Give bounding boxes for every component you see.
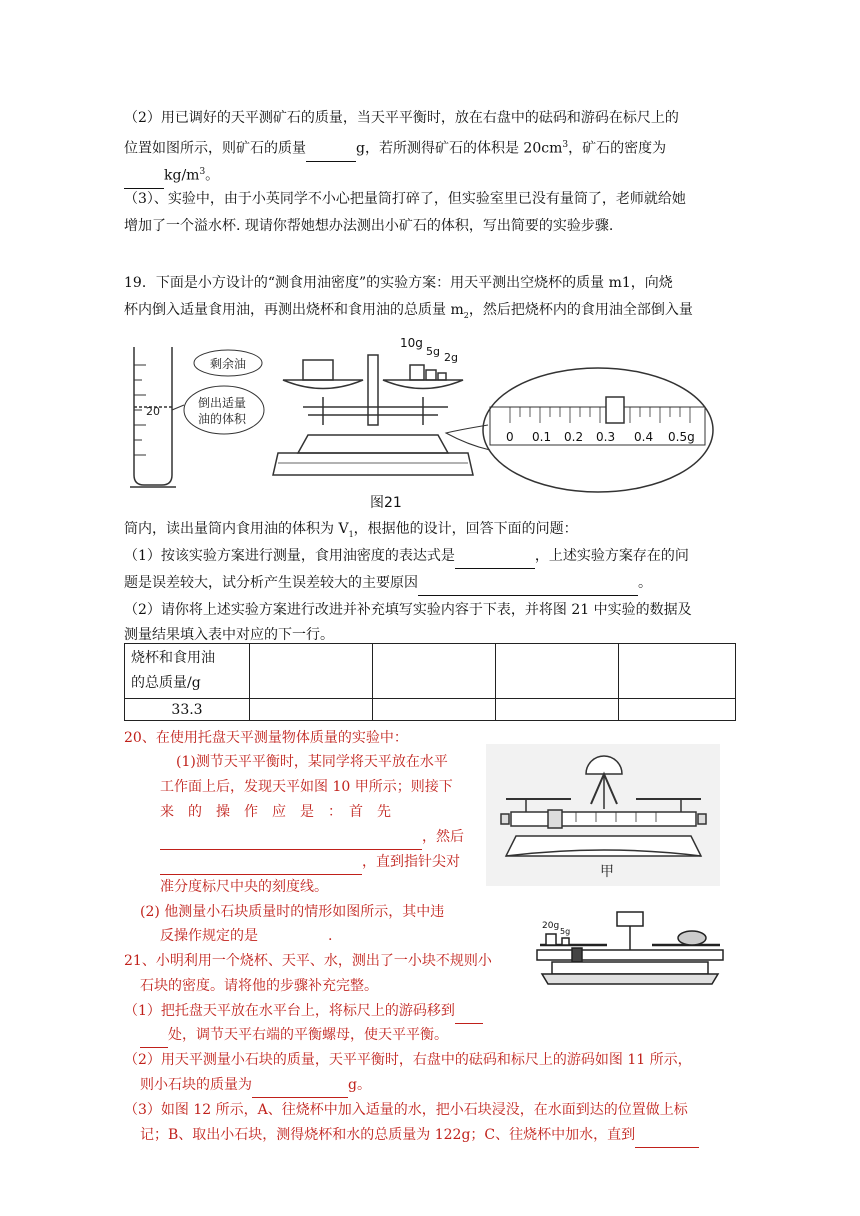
q19-text: ，根据他的设计，回答下面的问题：	[353, 521, 578, 537]
q19-part1-line2	[124, 570, 652, 596]
table-cell[interactable]	[496, 644, 619, 699]
scale-tick-0.4: 0.4	[634, 430, 654, 444]
unit-text: kg/m	[164, 167, 200, 184]
q21-part1-line2	[140, 1022, 448, 1048]
q20-p1-line2: 工作面上后，发现天平如图 10 甲所示；则接下	[160, 779, 453, 795]
table-cell[interactable]	[619, 699, 736, 721]
q19-part2-line2: 测量结果填入表中对应的下一行。	[124, 627, 334, 643]
q21-text: 记；B、取出小石块，测得烧杯和水的总质量为 122g；C、往烧杯中加水，直到	[140, 1127, 636, 1143]
q19-text: （1）按该实验方案进行测量，食用油密度的表达式是	[124, 548, 455, 564]
figure-10-balance	[486, 744, 720, 886]
header-line2: 的总质量/g	[131, 675, 201, 691]
table-header-cell	[125, 644, 250, 699]
q20-title: 20、在使用托盘天平测量物体质量的实验中：	[124, 730, 408, 746]
q19-text: ，然后把烧杯内的食用油全部倒入量	[468, 302, 693, 318]
fig11-weight-5g: 5g	[560, 927, 571, 936]
q20-text: .	[328, 928, 333, 944]
q18-text: 位置如图所示，则矿石的质量	[124, 140, 306, 157]
superscript: 3	[562, 140, 569, 150]
q20-text: ，直到指针尖对	[362, 854, 460, 870]
q20-text: ，然后	[422, 829, 464, 845]
scale-tick-0.5g: 0.5g	[668, 430, 695, 444]
q21-part1-line1	[124, 998, 483, 1024]
q20-p1-line3: 来 的 操 作 应 是 ： 首 先	[160, 804, 391, 820]
table-cell[interactable]	[250, 699, 373, 721]
figure-21-caption: 图21	[370, 495, 402, 511]
q21-line2: 石块的密度。请将他的步骤补充完整。	[140, 978, 378, 994]
q18-part3-line1: （3）、实验中，由于小英同学不小心把量筒打碎了，但实验室里已没有量筒了，老师就给她	[124, 191, 686, 207]
table-cell[interactable]	[250, 644, 373, 699]
scale-tick-0: 0	[506, 430, 514, 444]
q18-text: g，若所测得矿石的体积是 20cm	[356, 140, 563, 157]
q21-text: （1）把托盘天平放在水平台上，将标尺上的游码移到	[124, 1003, 455, 1019]
q21-line1: 21、小明利用一个烧杯、天平、水，测出了一小块不规则小	[124, 953, 492, 969]
subscript: 1	[348, 529, 354, 539]
q19-text: ，上述实验方案存在的问	[534, 548, 689, 564]
table-value-cell[interactable]	[125, 699, 250, 721]
q20-p2-line2	[160, 923, 332, 949]
scale-tick-0.2: 0.2	[564, 430, 584, 444]
q19-text: 筒内，读出量筒内食用油的体积为 V	[124, 521, 349, 537]
table-cell[interactable]	[496, 699, 619, 721]
data-table	[124, 643, 736, 721]
answer-blank-first-step[interactable]	[160, 833, 422, 850]
q21-part2-line2	[140, 1072, 371, 1098]
answer-blank-expression[interactable]	[455, 552, 535, 569]
balance-icon	[537, 912, 723, 984]
q21-part2-line1: （2）用天平测量小石块的质量，天平平衡时，右盘中的砝码和标尺上的游码如图 11 所示，	[124, 1052, 692, 1068]
answer-blank-water-level[interactable]	[635, 1131, 699, 1148]
q19-line1: 19．下面是小方设计的“测食用油密度”的实验方案：用天平测出空烧杯的质量 m1，向烧	[124, 275, 673, 291]
q20-p2-line1: (2) 他测量小石块质量时的情形如图所示，其中违	[140, 904, 445, 920]
fig11-weight-20g: 20g	[542, 921, 560, 931]
weight-10g: 10g	[400, 336, 423, 350]
q19-part1-line1	[124, 543, 689, 569]
label-poured-oil-2: 油的体积	[198, 412, 247, 426]
scale-tick-0.1: 0.1	[532, 430, 552, 444]
q20-text: 反操作规定的是	[160, 928, 258, 944]
q18-part2-line3	[124, 159, 219, 189]
weight-2g: 2g	[444, 351, 458, 364]
answer-blank-then-step[interactable]	[160, 858, 362, 875]
answer-blank-reason[interactable]	[418, 579, 638, 596]
q19-text: 题是误差较大，试分析产生误差较大的主要原因	[124, 575, 418, 591]
q20-p1-line5	[160, 849, 460, 875]
q19-part2-line1: （2）请你将上述实验方案进行改进并补充填写实验内容于下表，并将图 21 中实验的数据及	[124, 602, 692, 618]
q19-text: 。	[638, 575, 652, 591]
answer-blank-rider-pos-b[interactable]	[140, 1031, 168, 1048]
q19-line2	[124, 297, 693, 329]
q19-text: 杯内倒入适量食用油，再测出烧杯和食用油的总质量 m	[124, 302, 464, 318]
q21-text: 则小石块的质量为	[140, 1077, 252, 1093]
header-line1: 烧杯和食用油	[131, 650, 215, 666]
value-text: 33.3	[171, 701, 203, 718]
label-poured-oil-1: 倒出适量	[198, 396, 247, 410]
subscript: 2	[463, 310, 469, 320]
q18-part2-line1: （2）用已调好的天平测矿石的质量，当天平平衡时，放在右盘中的砝码和游码在标尺上的	[124, 110, 679, 126]
q20-p1-line4	[160, 824, 464, 850]
rider-icon	[606, 397, 624, 423]
q20-p1-line1: (1)测节天平平衡时，某同学将天平放在水平	[176, 754, 448, 770]
table-cell[interactable]	[373, 699, 496, 721]
q21-text: g。	[348, 1077, 371, 1093]
label-remaining-oil: 剩余油	[210, 357, 247, 371]
cylinder-mark-20: 20	[146, 405, 160, 418]
figure-21-balance-diagram	[128, 335, 728, 515]
table-cell[interactable]	[373, 644, 496, 699]
figure-10-label: 甲	[600, 864, 614, 880]
figure-11-balance	[532, 910, 728, 990]
q21-part3-line1: （3）如图 12 所示，A、往烧杯中加入适量的水，把小石块浸没，在水面到达的位置做上标	[124, 1102, 688, 1118]
answer-blank-mass[interactable]	[306, 145, 356, 162]
bubble-poured-oil	[184, 386, 264, 434]
q18-part3-line2: 增加了一个溢水杯. 现请你帮她想办法测出小矿石的体积，写出简要的实验步骤.	[124, 218, 614, 234]
q21-part3-line2	[140, 1122, 699, 1148]
q18-text: ，矿石的密度为	[568, 140, 667, 157]
q21-text: 处，调节天平右端的平衡螺母，使天平平衡。	[168, 1027, 448, 1043]
answer-blank-stone-mass[interactable]	[252, 1081, 348, 1098]
unit-text: 。	[205, 167, 220, 184]
q20-p1-line6: 准分度标尺中央的刻度线。	[160, 879, 328, 895]
balance-icon	[273, 355, 473, 475]
weight-5g: 5g	[426, 345, 440, 358]
answer-blank-rider-pos-a[interactable]	[455, 1007, 483, 1024]
superscript: 3	[199, 167, 206, 177]
table-cell[interactable]	[619, 644, 736, 699]
scale-tick-0.3: 0.3	[596, 430, 616, 444]
q18-part2-line2	[124, 132, 666, 162]
